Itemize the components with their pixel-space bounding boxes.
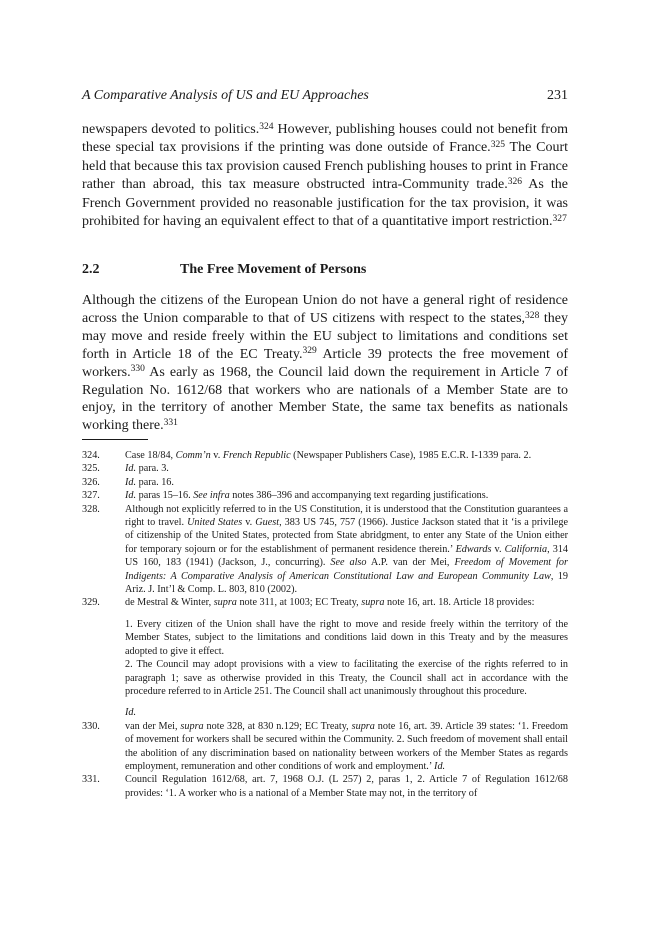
italic-text-run: Id. bbox=[125, 476, 137, 488]
footnote-number: 330. bbox=[82, 720, 100, 732]
text-run: 1. Every citizen of the Union shall have the right to move and reside freely within the territory of the Member States, subject to the limitations and conditions laid down in this Treaty and by the measures adopted to give it effect. bbox=[125, 618, 568, 657]
text-run: van der Mei, bbox=[125, 720, 181, 732]
footnote-block-idline bbox=[125, 706, 568, 719]
footnote-body bbox=[125, 720, 568, 774]
italic-text-run: supra bbox=[361, 597, 385, 609]
text-run: note 16, art. 39. Article 39 states: ‘1. Freedom of movement for workers shall be secured within the Community. 2. Such freedom of movement shall entail the abolition of any discrimination based on nationality between workers of the Member States as regards employment, remuneration and other conditions of work and employment.’ bbox=[125, 720, 568, 772]
footnote-number: 331. bbox=[82, 774, 100, 786]
text-run: As early as 1968, the Council laid down the requirement in Article 7 of Regulation No. 1612/68 that workers who are nationals of a Member State are to enjoy, in the territory of another Member State, the same tax benefits as nationals working there. bbox=[82, 364, 568, 434]
footnote-ref: 329 bbox=[302, 346, 317, 357]
footnote-number: 325. bbox=[82, 463, 100, 475]
text-run: As the French Government provided no reasonable justification for the tax provision, it was prohibited for having an equivalent effect to that of a quantitative import restriction. bbox=[82, 177, 568, 230]
italic-text-run: Id. bbox=[125, 490, 137, 502]
text-run: Article 39 protects the free movement of workers. bbox=[82, 346, 569, 380]
footnote-body bbox=[125, 596, 568, 719]
text-run: However, publishing houses could not benefit from these special tax provisions if the printing was done outside of France. bbox=[82, 122, 568, 156]
text-run: The Court held that because this tax provision caused French publishing houses to print in France rather than abroad, this tax measure obstructed intra-Community trade. bbox=[82, 140, 568, 193]
running-title: A Comparative Analysis of US and EU Approaches bbox=[82, 88, 369, 103]
footnote-328 bbox=[82, 503, 568, 597]
page-number: 231 bbox=[547, 88, 568, 103]
italic-text-run: Freedom of Movement for Indigents: A Comparative Analysis of American Constitutional Law and European Community Law bbox=[125, 557, 568, 582]
text-run: note 16, art. 18. Article 18 provides: bbox=[384, 597, 535, 609]
footnote-324 bbox=[82, 449, 568, 462]
footnote-body bbox=[125, 449, 568, 462]
footnote-number: 327. bbox=[82, 490, 100, 502]
section-number: 2.2 bbox=[82, 262, 100, 277]
italic-text-run: United States bbox=[187, 517, 243, 529]
footnote-body bbox=[125, 503, 568, 597]
footnote-block-quote bbox=[125, 618, 568, 658]
footnote-block-text bbox=[125, 476, 568, 489]
italic-text-run: See infra bbox=[193, 490, 230, 502]
text-run: v. bbox=[242, 517, 256, 529]
text-run: A.P. van der Mei, bbox=[366, 557, 455, 569]
italic-text-run: Edwards bbox=[455, 543, 492, 555]
footnote-body bbox=[125, 489, 568, 502]
footnote-block-text bbox=[125, 489, 568, 502]
footnote-block-text bbox=[125, 449, 568, 462]
text-run: note 328, at 830 n.129; EC Treaty, bbox=[203, 720, 352, 732]
text-run: , 19 Ariz. J. Int’l & Comp. L. 803, 810 (2002). bbox=[125, 570, 569, 596]
footnote-body bbox=[125, 462, 568, 475]
text-run: v. bbox=[210, 450, 223, 461]
footnote-number: 324. bbox=[82, 450, 100, 461]
text-run: 2. The Council may adopt provisions with a view to facilitating the exercise of the rights referred to in paragraph 1; save as otherwise provided in this Treaty, the Council shall act in accordance with the procedure referred to in Article 251. The Council shall act unanimously throughout this procedure. bbox=[125, 659, 568, 697]
footnote-number: 329. bbox=[82, 597, 100, 609]
text-run: they may move and reside freely within the EU subject to limitations and conditions set forth in Article 18 of the EC Treaty. bbox=[82, 310, 568, 362]
text-run: , 383 US 745, 757 (1966). Justice Jackson stated that it ‘is a privilege of citizenship of the United States, protected from State abridgment, to enter any State of the Union either for temporary sojourn or for the establishment of permanent residence therein.’ bbox=[125, 517, 569, 555]
footnote-number: 328. bbox=[82, 503, 100, 515]
footnote-block-text bbox=[125, 462, 568, 475]
italic-text-run: Comm’n bbox=[175, 450, 211, 461]
text-run: Although the citizens of the European Union do not have a general right of residence across the Union comparable to that of US citizens with respect to the states, bbox=[82, 293, 568, 326]
italic-text-run: supra bbox=[180, 720, 204, 732]
footnote-block-quote bbox=[125, 658, 568, 698]
text-run: para. 16. bbox=[136, 476, 174, 488]
body-paragraph-2 bbox=[82, 292, 568, 435]
footnote-separator bbox=[82, 439, 148, 440]
footnote-326 bbox=[82, 476, 568, 489]
text-run: (Newspaper Publishers Case), 1985 E.C.R. I-1339 para. 2. bbox=[290, 450, 532, 461]
footnote-327 bbox=[82, 489, 568, 502]
footnote-325 bbox=[82, 462, 568, 475]
footnote-body bbox=[125, 773, 568, 800]
italic-text-run: Id. bbox=[125, 463, 137, 475]
page-header bbox=[82, 88, 568, 104]
italic-text-run: Id. bbox=[125, 707, 137, 719]
italic-text-run: California bbox=[504, 543, 548, 555]
text-run: para. 3. bbox=[136, 463, 169, 475]
footnote-block-text bbox=[125, 773, 568, 800]
footnote-331 bbox=[82, 773, 568, 800]
section-heading bbox=[82, 261, 568, 278]
footnote-ref: 327 bbox=[552, 213, 567, 224]
footnote-ref: 324 bbox=[259, 121, 274, 132]
footnote-block-text bbox=[125, 720, 568, 774]
text-run: , 314 US 160, 183 (1941) (Jackson, J., concurring). bbox=[125, 543, 568, 569]
italic-text-run: French Republic bbox=[222, 450, 291, 461]
footnote-ref: 328 bbox=[525, 310, 540, 321]
footnote-ref: 331 bbox=[163, 418, 178, 429]
text-run: notes 386–396 and accompanying text regarding justifications. bbox=[229, 490, 489, 502]
footnote-body bbox=[125, 476, 568, 489]
footnote-number: 326. bbox=[82, 476, 100, 488]
italic-text-run: Guest bbox=[255, 517, 280, 529]
italic-text-run: supra bbox=[351, 720, 375, 732]
footnote-330 bbox=[82, 720, 568, 774]
italic-text-run: supra bbox=[213, 597, 237, 609]
text-run: note 311, at 1003; EC Treaty, bbox=[236, 597, 362, 609]
footnotes-list bbox=[82, 449, 568, 800]
text-run: paras 15–16. bbox=[136, 490, 194, 502]
text-run: de Mestral & Winter, bbox=[125, 597, 214, 609]
section-title: The Free Movement of Persons bbox=[180, 262, 367, 277]
text-run: newspapers devoted to politics. bbox=[82, 122, 260, 137]
text-run: Case 18/84, bbox=[125, 450, 176, 461]
footnote-block-text bbox=[125, 596, 568, 609]
footnote-ref: 330 bbox=[130, 364, 145, 375]
footnote-block-text bbox=[125, 503, 568, 597]
italic-text-run: See also bbox=[330, 557, 367, 569]
text-run: Council Regulation 1612/68, art. 7, 1968 O.J. (L 257) 2, paras 1, 2. Article 7 of Regulation 1612/68 provides: ‘1. A worker who is a national of a Member State may not, in the territory of bbox=[125, 774, 568, 799]
footnote-329 bbox=[82, 596, 568, 719]
italic-text-run: Id. bbox=[434, 760, 446, 772]
text-run: v. bbox=[491, 543, 505, 555]
footnote-ref: 325 bbox=[490, 140, 505, 151]
body-paragraph-1 bbox=[82, 121, 568, 231]
text-run: Although not explicitly referred to in the US Constitution, it is understood that the Constitution guarantees a right to travel. bbox=[125, 503, 568, 529]
footnote-ref: 326 bbox=[507, 176, 522, 187]
